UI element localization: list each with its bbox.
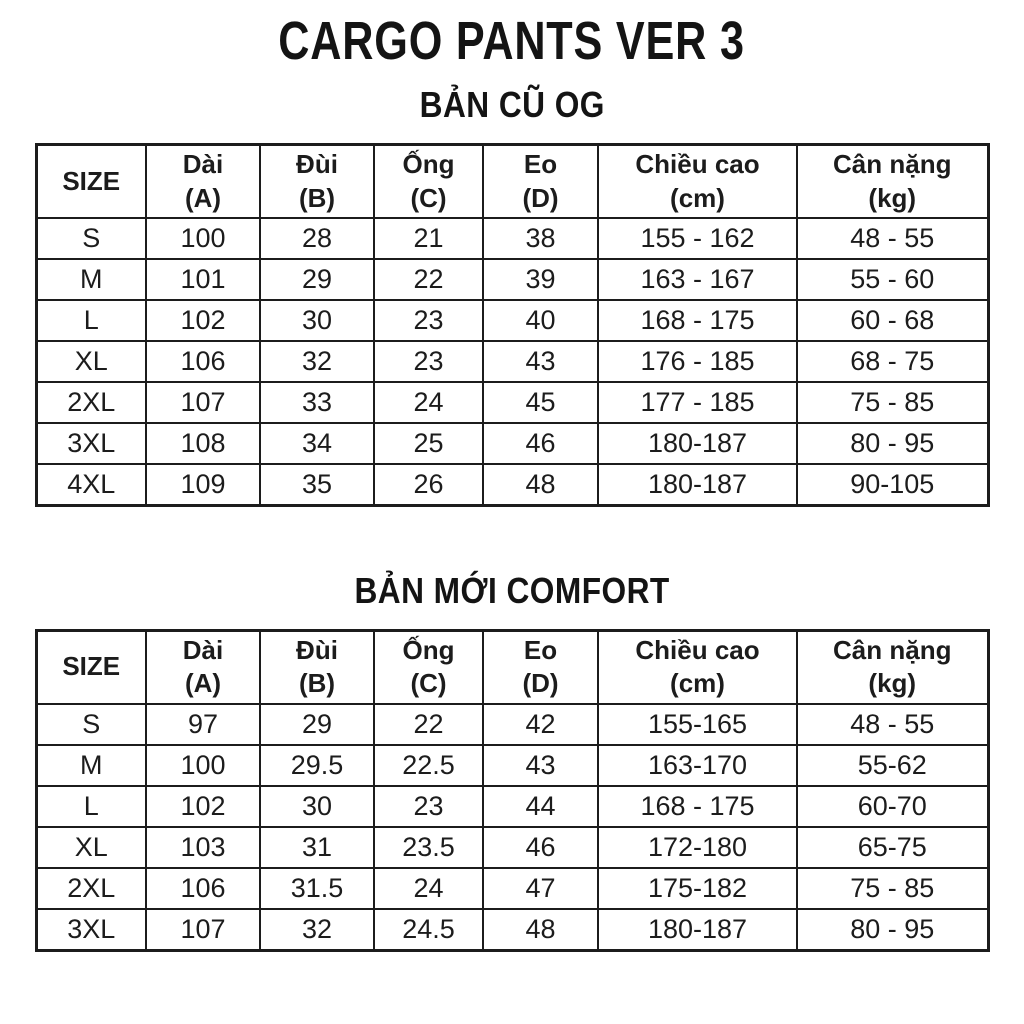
size-cell: 3XL (36, 423, 146, 464)
value-cell: 172-180 (598, 827, 797, 868)
value-cell: 180-187 (598, 909, 797, 950)
value-cell: 65-75 (797, 827, 988, 868)
page-title-text: CARGO PANTS VER 3 (278, 11, 746, 71)
table-row (36, 382, 988, 423)
size-cell: L (36, 786, 146, 827)
value-cell: 29.5 (260, 745, 374, 786)
column-header-label: Eo (523, 148, 558, 179)
value-cell: 44 (483, 786, 598, 827)
size-cell: L (36, 300, 146, 341)
table-subtitle-og-text: BẢN CŨ OG (419, 84, 605, 126)
column-header-ong-c (374, 144, 483, 218)
table-row (36, 341, 988, 382)
value-cell: 155-165 (598, 704, 797, 745)
size-cell: XL (36, 827, 146, 868)
column-header-label: Dài (182, 148, 224, 179)
table-subtitle-comfort (0, 571, 1024, 611)
value-cell: 48 - 55 (797, 218, 988, 259)
value-cell: 39 (483, 259, 598, 300)
column-header-size (36, 144, 146, 218)
value-cell: 60-70 (797, 786, 988, 827)
column-header-unit: (C) (410, 668, 447, 699)
table-row (36, 827, 988, 868)
value-cell: 75 - 85 (797, 868, 988, 909)
header-row (36, 144, 988, 218)
value-cell: 100 (146, 745, 260, 786)
value-cell: 43 (483, 341, 598, 382)
column-header-eo-d (483, 144, 598, 218)
value-cell: 24 (374, 382, 483, 423)
column-header-label: SIZE (62, 165, 121, 196)
table-row (36, 259, 988, 300)
value-cell: 168 - 175 (598, 786, 797, 827)
table-row (36, 218, 988, 259)
column-header-dai-a (146, 630, 260, 704)
value-cell: 48 (483, 464, 598, 505)
value-cell: 32 (260, 341, 374, 382)
size-cell: 2XL (36, 868, 146, 909)
value-cell: 80 - 95 (797, 909, 988, 950)
column-header-can-nang (797, 144, 988, 218)
size-cell: 4XL (36, 464, 146, 505)
value-cell: 32 (260, 909, 374, 950)
column-header-label: Ống (402, 148, 455, 179)
value-cell: 163 - 167 (598, 259, 797, 300)
value-cell: 102 (146, 786, 260, 827)
column-header-label: Đùi (296, 634, 338, 665)
value-cell: 107 (146, 909, 260, 950)
value-cell: 97 (146, 704, 260, 745)
value-cell: 55 - 60 (797, 259, 988, 300)
value-cell: 90-105 (797, 464, 988, 505)
table-row (36, 464, 988, 505)
value-cell: 45 (483, 382, 598, 423)
column-header-can-nang (797, 630, 988, 704)
header-row (36, 630, 988, 704)
value-cell: 21 (374, 218, 483, 259)
column-header-dui-b (260, 144, 374, 218)
table-body-og (36, 218, 988, 505)
value-cell: 75 - 85 (797, 382, 988, 423)
value-cell: 28 (260, 218, 374, 259)
table-row (36, 745, 988, 786)
value-cell: 22.5 (374, 745, 483, 786)
value-cell: 30 (260, 300, 374, 341)
size-table-og (35, 143, 990, 507)
value-cell: 48 (483, 909, 598, 950)
value-cell: 46 (483, 827, 598, 868)
value-cell: 60 - 68 (797, 300, 988, 341)
value-cell: 102 (146, 300, 260, 341)
size-cell: XL (36, 341, 146, 382)
value-cell: 180-187 (598, 423, 797, 464)
value-cell: 31 (260, 827, 374, 868)
size-cell: M (36, 745, 146, 786)
value-cell: 35 (260, 464, 374, 505)
size-cell: 2XL (36, 382, 146, 423)
value-cell: 29 (260, 704, 374, 745)
column-header-label: Cân nặng (833, 148, 952, 179)
value-cell: 47 (483, 868, 598, 909)
value-cell: 68 - 75 (797, 341, 988, 382)
value-cell: 43 (483, 745, 598, 786)
column-header-dui-b (260, 630, 374, 704)
value-cell: 48 - 55 (797, 704, 988, 745)
column-header-unit: (D) (522, 182, 559, 213)
column-header-label: Đùi (296, 148, 338, 179)
value-cell: 176 - 185 (598, 341, 797, 382)
column-header-chieu-cao (598, 144, 797, 218)
value-cell: 33 (260, 382, 374, 423)
value-cell: 25 (374, 423, 483, 464)
table-subtitle-og (0, 85, 1024, 125)
value-cell: 55-62 (797, 745, 988, 786)
value-cell: 155 - 162 (598, 218, 797, 259)
table-subtitle-comfort-text: BẢN MỚI COMFORT (354, 569, 670, 611)
column-header-unit: (cm) (670, 668, 725, 699)
value-cell: 24 (374, 868, 483, 909)
value-cell: 38 (483, 218, 598, 259)
table-row (36, 300, 988, 341)
column-header-dai-a (146, 144, 260, 218)
table-body-comfort (36, 704, 988, 950)
column-header-label: Eo (523, 634, 558, 665)
column-header-label: Chiều cao (635, 634, 760, 665)
value-cell: 108 (146, 423, 260, 464)
size-cell: S (36, 218, 146, 259)
column-header-unit: (kg) (868, 668, 917, 699)
size-cell: S (36, 704, 146, 745)
value-cell: 26 (374, 464, 483, 505)
column-header-label: Dài (182, 634, 224, 665)
column-header-unit: (B) (298, 668, 336, 699)
size-cell: M (36, 259, 146, 300)
value-cell: 42 (483, 704, 598, 745)
value-cell: 23 (374, 341, 483, 382)
column-header-unit: (A) (184, 668, 222, 699)
size-cell: 3XL (36, 909, 146, 950)
value-cell: 40 (483, 300, 598, 341)
column-header-ong-c (374, 630, 483, 704)
column-header-size (36, 630, 146, 704)
value-cell: 22 (374, 259, 483, 300)
value-cell: 168 - 175 (598, 300, 797, 341)
value-cell: 163-170 (598, 745, 797, 786)
column-header-unit: (kg) (868, 182, 917, 213)
value-cell: 100 (146, 218, 260, 259)
table-row (36, 868, 988, 909)
column-header-unit: (A) (184, 182, 222, 213)
table-row (36, 704, 988, 745)
column-header-chieu-cao (598, 630, 797, 704)
page-title (0, 12, 1024, 71)
value-cell: 30 (260, 786, 374, 827)
column-header-label: Ống (402, 634, 455, 665)
size-table-comfort (35, 629, 990, 952)
column-header-label: Cân nặng (833, 634, 952, 665)
value-cell: 103 (146, 827, 260, 868)
value-cell: 23.5 (374, 827, 483, 868)
value-cell: 175-182 (598, 868, 797, 909)
value-cell: 22 (374, 704, 483, 745)
value-cell: 23 (374, 786, 483, 827)
value-cell: 180-187 (598, 464, 797, 505)
column-header-unit: (C) (410, 182, 447, 213)
table-row (36, 786, 988, 827)
column-header-unit: (D) (522, 668, 559, 699)
value-cell: 24.5 (374, 909, 483, 950)
value-cell: 29 (260, 259, 374, 300)
value-cell: 46 (483, 423, 598, 464)
value-cell: 177 - 185 (598, 382, 797, 423)
table-row (36, 423, 988, 464)
value-cell: 31.5 (260, 868, 374, 909)
table-header-og (36, 144, 988, 218)
table-row (36, 909, 988, 950)
column-header-unit: (cm) (670, 182, 725, 213)
value-cell: 106 (146, 868, 260, 909)
value-cell: 34 (260, 423, 374, 464)
column-header-label: SIZE (62, 651, 121, 682)
value-cell: 23 (374, 300, 483, 341)
value-cell: 106 (146, 341, 260, 382)
table-header-comfort (36, 630, 988, 704)
value-cell: 107 (146, 382, 260, 423)
value-cell: 80 - 95 (797, 423, 988, 464)
value-cell: 109 (146, 464, 260, 505)
column-header-label: Chiều cao (635, 148, 760, 179)
column-header-unit: (B) (298, 182, 336, 213)
value-cell: 101 (146, 259, 260, 300)
column-header-eo-d (483, 630, 598, 704)
